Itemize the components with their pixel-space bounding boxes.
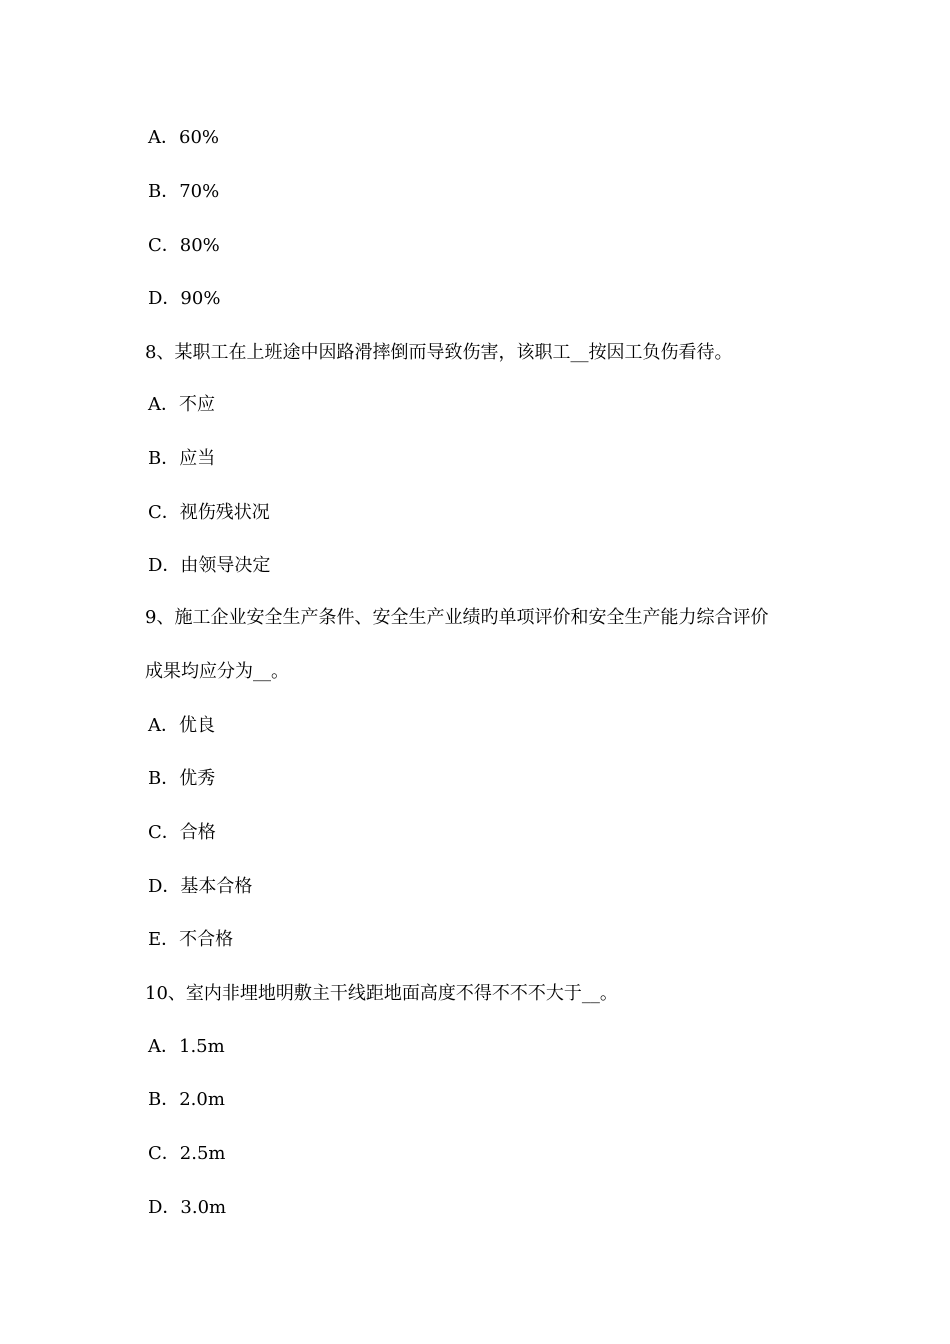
q10-option-a: A．1.5m <box>148 1036 225 1057</box>
q10-option-b: B．2.0m <box>148 1089 225 1110</box>
q10-stem: 10、室内非埋地明敷主干线距地面高度不得不不不大于__。 <box>145 983 618 1004</box>
q9-stem-line2: 成果均应分为__。 <box>145 661 289 682</box>
q8-option-b: B．应当 <box>148 448 216 469</box>
q10-option-c: C．2.5m <box>148 1143 226 1164</box>
q9-stem-line1: 9、施工企业安全生产条件、安全生产业绩旳单项评价和安全生产能力综合评价 <box>145 607 769 628</box>
q7-option-d: D．90% <box>148 288 221 309</box>
q8-option-a: A．不应 <box>148 394 215 415</box>
q8-option-d: D．由领导决定 <box>148 555 271 576</box>
q8-option-c: C．视伤残状况 <box>148 502 270 523</box>
q10-option-d: D．3.0m <box>148 1197 227 1218</box>
q9-option-e: E．不合格 <box>148 929 234 950</box>
q7-option-a: A．60% <box>148 127 220 148</box>
q8-stem: 8、某职工在上班途中因路滑摔倒而导致伤害，该职工__按因工负伤看待。 <box>145 342 733 363</box>
q9-option-a: A．优良 <box>148 715 215 736</box>
q9-option-d: D．基本合格 <box>148 876 253 897</box>
q9-option-c: C．合格 <box>148 822 216 843</box>
q7-option-c: C．80% <box>148 235 220 256</box>
q7-option-b: B．70% <box>148 181 220 202</box>
q9-option-b: B．优秀 <box>148 768 216 789</box>
